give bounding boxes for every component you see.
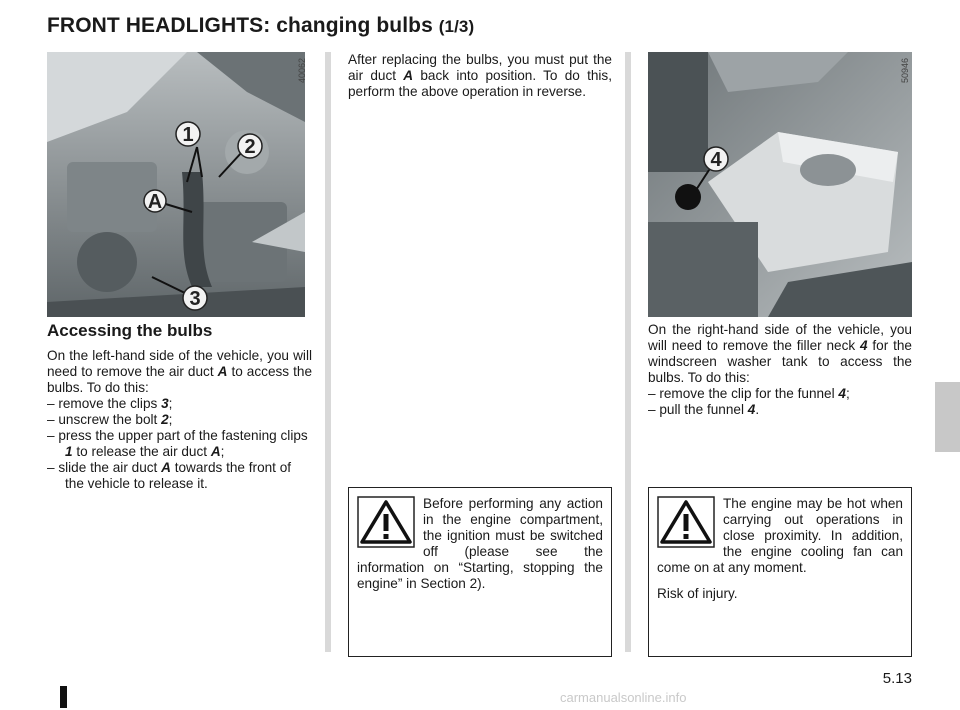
svg-text:1: 1 [182,124,194,146]
engine-photo-right [648,52,912,317]
warning-text-ignition: Before performing any action in the engine compartment, the ignition must be switched off (please see the information on “Starting, stopping the engine” in Section 2). [357,496,603,591]
step-unscrew-bolt: – unscrew the bolt 2; [47,412,173,427]
step-remove-funnel-clip: – remove the clip for the funnel 4; [648,386,850,401]
warning-text-risk: Risk of injury. [657,586,738,601]
section-heading: Accessing the bulbs [47,321,213,340]
chapter-tab [935,382,960,452]
svg-text:4: 4 [710,149,722,171]
warning-triangle-icon [357,496,415,548]
column-divider-right [625,52,631,652]
left-intro: On the left-hand side of the vehicle, you will need to remove the air duct A to access the bulbs. To do this: [47,348,313,395]
step-remove-clips: – remove the clips 3; [47,396,173,411]
page-number: 5.13 [882,670,912,687]
callout-a [144,190,166,213]
left-body [47,348,312,492]
warning-triangle-icon [657,496,715,548]
callout-1 [176,122,200,146]
step-press-clips: – press the upper part of the fastening clips 1 to release the air duct A; [47,428,308,459]
page-title [47,14,474,38]
callout-3 [183,286,207,310]
column-divider-left [325,52,331,652]
image-ref-left: 40062 [297,58,307,84]
engine-photo-left [47,52,305,317]
warning-text-hot-engine: The engine may be hot when carrying out operations in close proximity. In addition, the engine cooling fan can come on at any moment. [657,496,903,575]
svg-text:2: 2 [244,136,256,158]
middle-body [348,52,612,100]
callout-4 [704,147,728,171]
step-slide-duct: – slide the air duct A towards the front of the vehicle to release it. [47,460,292,491]
step-pull-funnel: – pull the funnel 4. [648,402,760,417]
warning-box-ignition [348,487,612,657]
svg-text:3: 3 [189,288,201,310]
callout-2 [238,134,262,158]
image-ref-right: 50946 [900,58,910,84]
title-text: FRONT HEADLIGHTS: changing bulbs [47,14,433,37]
footer-marker [60,686,67,708]
middle-text: After replacing the bulbs, you must put the air duct A back into position. To do this, perform the above operation in reverse. [348,52,612,99]
right-intro: On the right-hand side of the vehicle, you will need to remove the filler neck 4 for the windscreen washer tank to access the bulbs. To do this: [648,322,912,385]
warning-box-hot-engine [648,487,912,657]
watermark: carmanualsonline.info [560,690,687,705]
right-body [648,322,912,418]
svg-text:A: A [147,191,163,213]
title-part: (1/3) [438,17,475,36]
